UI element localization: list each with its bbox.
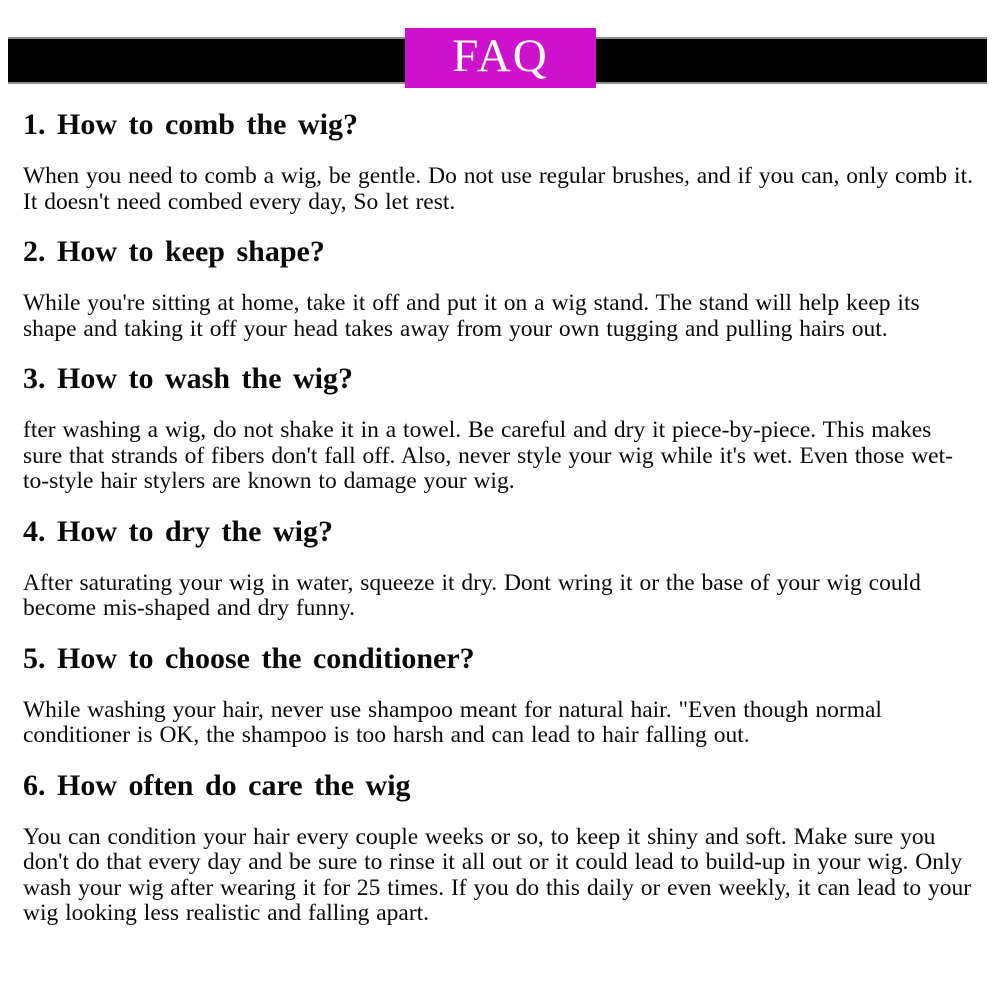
- faq-item-5: [23, 642, 976, 749]
- faq-question-5: 5. How to choose the conditioner?: [23, 641, 475, 675]
- faq-badge: FAQ: [405, 28, 596, 88]
- faq-question-6: 6. How often do care the wig: [23, 768, 411, 802]
- faq-answer-2: While you're sitting at home, take it off and put it on a wig stand. The stand will help keep its shape and taking it off your head takes away from your own tugging and pulling hairs out.: [23, 290, 920, 342]
- faq-answer-3: fter washing a wig, do not shake it in a towel. Be careful and dry it piece-by-piece. This makes sure that strands of fibers don't fall off. Also, never style your wig while it's wet. Even those wet-to-style hair stylers are known to damage your wig.: [23, 417, 953, 494]
- faq-answer-4: After saturating your wig in water, squeeze it dry. Dont wring it or the base of your wig could become mis-shaped and dry funny.: [23, 569, 921, 621]
- faq-answer-5: While washing your hair, never use shampoo meant for natural hair. "Even though normal conditioner is OK, the shampoo is too harsh and can lead to hair falling out.: [23, 696, 882, 748]
- faq-question-4: 4. How to dry the wig?: [23, 514, 333, 548]
- faq-question-3: 3. How to wash the wig?: [23, 362, 354, 395]
- faq-answer-6: You can condition your hair every couple weeks or so, to keep it shiny and soft. Make sure you don't do that every day and be sure to rinse it all out or it could lead to build-up in your wig. Only wash your wig after wearing it for 25 times. If you do this daily or even weekly, it can lead to your wig looking less realistic and falling apart.: [23, 823, 972, 926]
- faq-item-4: [23, 515, 976, 622]
- faq-item-1: [23, 108, 976, 215]
- faq-question-2: 2. How to keep shape?: [23, 235, 325, 268]
- faq-answer-1: When you need to comb a wig, be gentle. Do not use regular brushes, and if you can, only comb it. It doesn't need combed every day, So let rest.: [23, 163, 973, 215]
- faq-question-1: 1. How to comb the wig?: [23, 108, 358, 141]
- faq-list: [0, 96, 1000, 927]
- faq-banner: [0, 0, 1000, 96]
- faq-item-6: [23, 769, 976, 927]
- faq-item-2: [23, 235, 976, 342]
- faq-item-3: [23, 362, 976, 495]
